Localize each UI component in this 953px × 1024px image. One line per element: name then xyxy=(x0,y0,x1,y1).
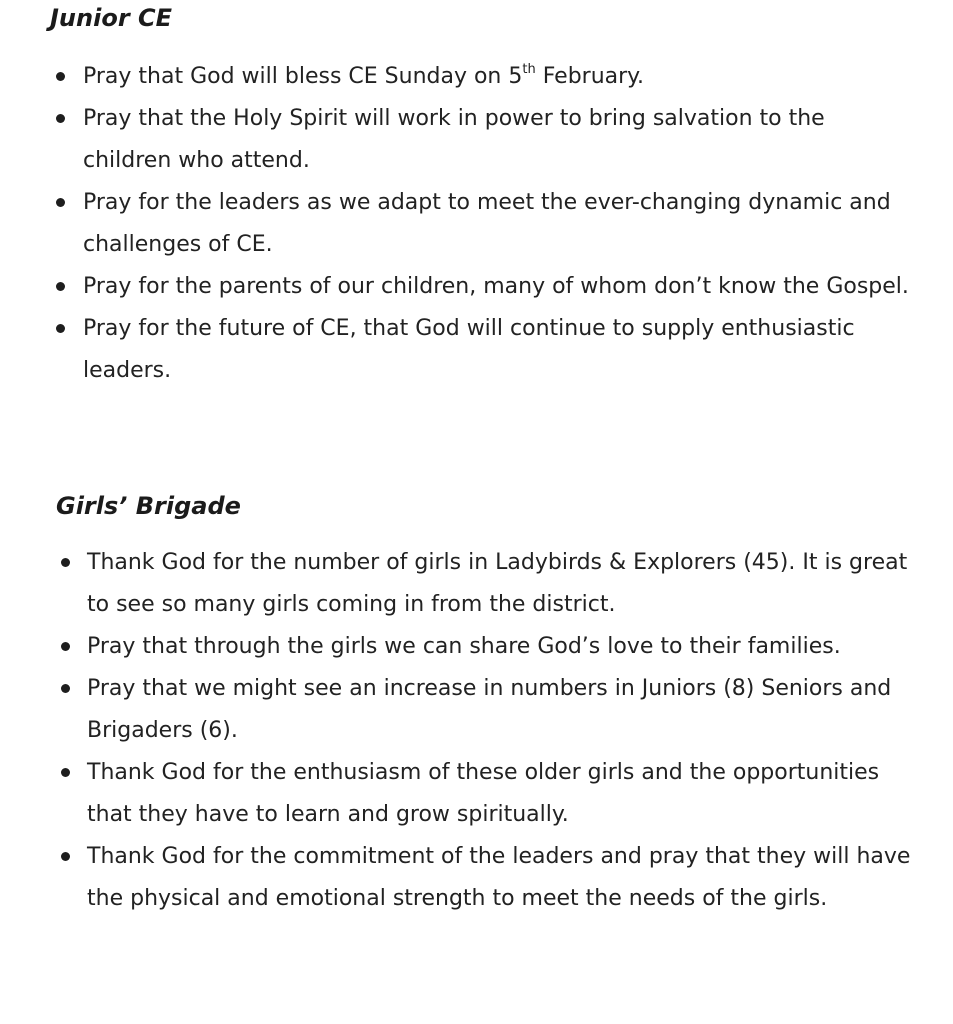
list-item xyxy=(50,182,910,266)
list-item xyxy=(55,542,915,626)
list-item-text: Thank God for the enthusiasm of these older girls and the opportunities that they have to learn and grow spiritually. xyxy=(87,760,880,827)
list-item-text: Thank God for the commitment of the leaders and pray that they will have the physical and emotional strength to meet the needs of the girls. xyxy=(87,844,911,911)
list-item xyxy=(50,308,910,392)
list-item-text: Thank God for the number of girls in Ladybirds & Explorers (45). It is great to see so many girls coming in from the district. xyxy=(87,550,908,617)
bullet-icon xyxy=(61,852,70,861)
bullet-icon xyxy=(61,684,70,693)
list-item xyxy=(55,836,915,920)
list-item-text-end: February. xyxy=(535,64,645,89)
list-item xyxy=(55,752,915,836)
list-item-text: Pray for the future of CE, that God will continue to supply enthusiastic leaders. xyxy=(83,316,855,383)
list-item-text: Pray that through the girls we can share God’s love to their families. xyxy=(87,634,841,659)
list-item-text: Pray for the parents of our children, many of whom don’t know the Gospel. xyxy=(83,274,909,299)
list-item xyxy=(50,98,910,182)
bullet-icon xyxy=(61,642,70,651)
list-item xyxy=(55,626,915,668)
bullet-icon xyxy=(56,282,65,291)
list-item-text-start: Pray that God will bless CE Sunday on 5 xyxy=(83,64,523,89)
list-item-text: Pray that we might see an increase in numbers in Juniors (8) Seniors and Brigaders (6). xyxy=(87,676,892,743)
junior-ce-list xyxy=(50,56,910,392)
bullet-icon xyxy=(56,114,65,123)
bullet-icon xyxy=(56,324,65,333)
girls-brigade-heading: Girls’ Brigade xyxy=(56,492,241,520)
list-item-text xyxy=(83,56,910,98)
list-item xyxy=(50,266,910,308)
list-item-text: Pray for the leaders as we adapt to meet the ever-changing dynamic and challenges of CE. xyxy=(83,190,891,257)
girls-brigade-list xyxy=(55,542,915,920)
ordinal-suffix: th xyxy=(522,61,536,77)
list-item xyxy=(55,668,915,752)
bullet-icon xyxy=(56,72,65,81)
list-item xyxy=(50,56,910,98)
bullet-icon xyxy=(61,768,70,777)
list-item-text: Pray that the Holy Spirit will work in power to bring salvation to the children who attend. xyxy=(83,106,825,173)
bullet-icon xyxy=(61,558,70,567)
bullet-icon xyxy=(56,198,65,207)
junior-ce-heading: Junior CE xyxy=(50,4,173,32)
